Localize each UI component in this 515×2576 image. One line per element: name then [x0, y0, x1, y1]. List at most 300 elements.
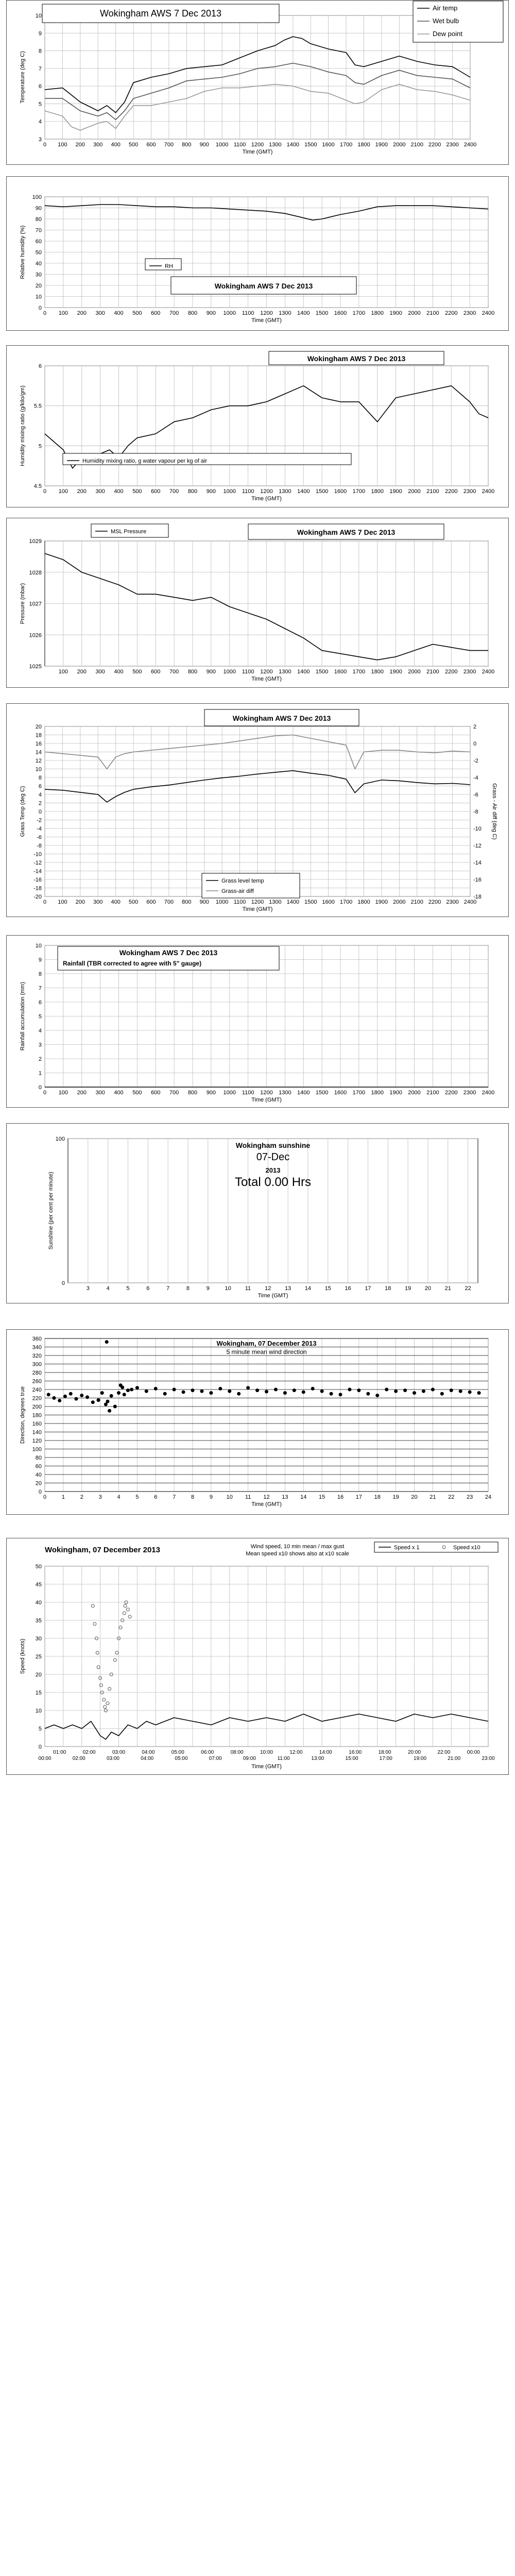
y-axis-label: Rainfall accumulation (mm): [20, 981, 26, 1051]
y-tick-label: 220: [32, 1395, 42, 1402]
x-tick-label: 100: [58, 899, 67, 905]
x-tick-label-top: 08:00: [230, 1750, 244, 1755]
x-tick-label: 1500: [315, 488, 329, 495]
y-tick-label: 35: [35, 1618, 42, 1624]
x-tick-label: 1300: [279, 310, 291, 316]
x-tick-label: 1700: [352, 488, 366, 495]
x-tick-label: 10: [226, 1494, 233, 1500]
x-tick-label: 800: [182, 142, 192, 148]
x-tick-label: 12: [265, 1285, 271, 1292]
data-point: [163, 1392, 167, 1396]
chart-subtitle: Wind speed, 10 min mean / max gust: [250, 1544, 345, 1550]
rainfall-chart: [6, 935, 509, 1108]
x-tick-label: 23: [467, 1494, 473, 1500]
x-tick-label: 700: [164, 899, 174, 905]
x-tick-label: 500: [132, 310, 142, 316]
x-tick-label: 400: [111, 142, 121, 148]
data-point: [431, 1388, 435, 1392]
y2-tick-label: -2: [473, 758, 478, 764]
x-tick-label: 2: [80, 1494, 83, 1500]
y-tick-label: 5: [38, 1726, 42, 1732]
y-axis-label: Grass Temp (deg C): [20, 786, 26, 837]
data-point: [246, 1386, 250, 1389]
legend-label: Humidity mixing ratio, g water vapour per kg of air: [82, 458, 208, 464]
x-tick-label: 9: [209, 1494, 213, 1500]
y-tick-label: 20: [35, 283, 42, 289]
y-tick-label: 18: [35, 732, 42, 739]
wind-speed-chart: [6, 1538, 509, 1775]
x-tick-label: 2100: [426, 488, 439, 495]
y-tick-label: -20: [33, 894, 42, 900]
data-point: [459, 1389, 462, 1393]
chart-subtitle: 5 minute mean wind direction: [226, 1348, 307, 1355]
y-tick-label: 160: [32, 1421, 42, 1427]
y-tick-label: 5.5: [33, 403, 42, 410]
grass-temp-chart: [6, 703, 509, 917]
x-tick-label: 1300: [279, 488, 291, 495]
x-tick-label-top: 22:00: [437, 1750, 451, 1755]
x-tick-label: 16: [337, 1494, 344, 1500]
x-tick-label: 2200: [445, 310, 458, 316]
x-tick-label: 1600: [334, 310, 347, 316]
data-point: [85, 1395, 89, 1399]
y2-axis-label: Grass - Air diff (deg C): [491, 783, 497, 840]
x-tick-label: 300: [95, 488, 105, 495]
x-tick-label: 21: [430, 1494, 436, 1500]
y-tick-label: 8: [38, 971, 42, 977]
x-tick-label: 0: [43, 488, 47, 495]
data-point: [228, 1389, 231, 1393]
x-tick-label: 1800: [371, 1090, 384, 1096]
x-tick-label: 5: [126, 1285, 130, 1292]
x-tick-label: 400: [114, 1090, 124, 1096]
x-tick-label: 1200: [251, 899, 264, 905]
y-tick-label: -14: [33, 868, 42, 875]
x-tick-label: 1400: [286, 899, 300, 905]
x-tick-label: 1700: [352, 1090, 366, 1096]
rainfall-chart-panel: [6, 935, 509, 1108]
x-tick-label: 0: [43, 899, 47, 905]
data-point: [265, 1390, 268, 1394]
data-point: [375, 1394, 379, 1397]
x-tick-label: 4: [106, 1285, 110, 1292]
y-tick-label: 100: [32, 194, 42, 200]
x-tick-label: 11: [245, 1285, 251, 1292]
x-tick-label-top: 18:00: [378, 1750, 391, 1755]
y-tick-label: 1029: [29, 538, 42, 545]
y-axis-label: Sunshine (per cent per minute): [48, 1172, 54, 1250]
x-tick-label: 2200: [428, 142, 441, 148]
y-tick-label: 20: [35, 1480, 42, 1487]
data-point: [63, 1395, 67, 1398]
data-point: [47, 1393, 50, 1396]
data-point: [274, 1388, 278, 1392]
mixing-ratio-chart: [6, 345, 509, 507]
x-tick-label: 500: [132, 669, 142, 675]
x-tick-label: 2400: [482, 1090, 495, 1096]
x-tick-label: 1300: [269, 142, 282, 148]
legend-label: Dew point: [433, 30, 462, 38]
chart-title: Wokingham AWS 7 Dec 2013: [307, 354, 406, 363]
y-tick-label: 320: [32, 1353, 42, 1359]
x-tick-label: 300: [93, 899, 103, 905]
y-tick-label: 20: [35, 724, 42, 730]
x-tick-label: 1400: [297, 488, 310, 495]
y-tick-label: -16: [33, 877, 42, 883]
y-tick-label: 6: [38, 783, 42, 790]
y-axis-label: Humidity mixing ratio (g/kilo/gm): [20, 385, 26, 466]
x-tick-label: 600: [151, 669, 161, 675]
x-tick-label: 15: [319, 1494, 325, 1500]
chart-total: Total 0.00 Hrs: [234, 1175, 312, 1189]
x-tick-label: 1500: [304, 899, 317, 905]
y-tick-label: 80: [35, 1455, 42, 1461]
humidity-chart-panel: [6, 176, 509, 331]
y-tick-label: 5: [38, 443, 42, 450]
y2-tick-label: 2: [473, 724, 477, 730]
data-point: [311, 1387, 315, 1391]
data-point: [477, 1391, 481, 1395]
x-tick-label: 13: [282, 1494, 288, 1500]
y-tick-label: 4: [38, 792, 42, 798]
y-tick-label: 20: [35, 1672, 42, 1678]
data-point: [126, 1388, 130, 1392]
x-tick-label-bottom: 05:00: [175, 1756, 188, 1761]
data-point: [403, 1388, 407, 1392]
x-tick-label: 1300: [279, 1090, 291, 1096]
data-point: [80, 1394, 83, 1397]
x-tick-label: 600: [151, 1090, 161, 1096]
chart-title: Wokingham, 07 December 2013: [216, 1340, 317, 1347]
y-tick-label: 9: [38, 30, 42, 37]
legend-label: Grass-air diff: [221, 888, 254, 894]
data-point: [413, 1391, 416, 1395]
x-tick-label: 1000: [223, 310, 236, 316]
x-tick-label-bottom: 15:00: [345, 1756, 358, 1761]
y-tick-label: 45: [35, 1582, 42, 1588]
x-tick-label: 1000: [223, 1090, 236, 1096]
x-axis-label: Time (GMT): [258, 1293, 288, 1299]
x-tick-label: 1700: [352, 310, 366, 316]
x-tick-label: 700: [169, 310, 179, 316]
data-point: [330, 1392, 333, 1396]
x-tick-label: 1200: [260, 488, 273, 495]
x-tick-label: 4: [117, 1494, 121, 1500]
y-tick-label: 340: [32, 1344, 42, 1351]
x-tick-label-bottom: 11:00: [277, 1756, 290, 1761]
data-point: [302, 1390, 305, 1394]
y-tick-label: 0: [38, 305, 42, 311]
x-tick-label: 17: [355, 1494, 362, 1500]
data-point: [283, 1391, 287, 1395]
x-tick-label: 1800: [371, 310, 384, 316]
data-point: [106, 1400, 109, 1403]
x-tick-label: 2400: [482, 669, 495, 675]
data-point: [119, 1383, 123, 1387]
x-tick-label: 1100: [233, 142, 246, 148]
x-tick-label: 22: [465, 1285, 471, 1292]
y-tick-label: 30: [35, 1636, 42, 1642]
x-tick-label: 24: [485, 1494, 492, 1500]
x-tick-label-bottom: 17:00: [379, 1756, 392, 1761]
y2-tick-label: -12: [473, 843, 482, 849]
x-tick-label: 2100: [410, 899, 423, 905]
y-tick-label: 80: [35, 216, 42, 223]
data-point: [182, 1390, 185, 1394]
x-tick-label: 1500: [315, 1090, 329, 1096]
x-tick-label: 1000: [215, 899, 229, 905]
x-tick-label: 700: [169, 669, 179, 675]
pressure-chart: [6, 518, 509, 688]
x-tick-label: 14: [300, 1494, 307, 1500]
data-point: [237, 1392, 241, 1396]
x-tick-label: 600: [151, 488, 161, 495]
x-tick-label: 700: [169, 1090, 179, 1096]
x-tick-label: 1900: [375, 142, 388, 148]
x-tick-label: 200: [77, 669, 87, 675]
x-tick-label: 1000: [223, 669, 236, 675]
x-tick-label: 19: [404, 1285, 411, 1292]
y-tick-label: 0: [38, 809, 42, 815]
x-axis-label: Time (GMT): [251, 1501, 282, 1507]
x-tick-label: 1100: [242, 1090, 254, 1096]
y-tick-label: 4: [38, 1028, 42, 1034]
legend-label: Grass level temp: [221, 878, 264, 884]
x-tick-label-top: 16:00: [349, 1750, 362, 1755]
x-tick-label: 3: [86, 1285, 90, 1292]
y2-tick-label: -6: [473, 792, 478, 798]
y-tick-label: -4: [37, 826, 42, 832]
temperature-chart-panel: [6, 0, 509, 165]
x-tick-label: 1800: [371, 669, 384, 675]
x-tick-label: 200: [75, 142, 85, 148]
y-tick-label: 90: [35, 205, 42, 212]
y2-tick-label: 0: [473, 741, 477, 747]
data-point: [52, 1396, 56, 1400]
x-tick-label: 400: [114, 310, 124, 316]
y-tick-label: 10: [35, 1708, 42, 1714]
x-tick-label: 3: [98, 1494, 102, 1500]
x-tick-label: 800: [187, 310, 198, 316]
x-tick-label: 1100: [242, 310, 254, 316]
x-tick-label: 1500: [304, 142, 317, 148]
y-tick-label: 2: [38, 1056, 42, 1062]
x-tick-label: 300: [95, 669, 105, 675]
x-axis-label: Time (GMT): [251, 317, 282, 324]
data-point: [117, 1391, 121, 1395]
y-tick-label: 14: [35, 749, 42, 756]
x-tick-label: 6: [154, 1494, 158, 1500]
x-tick-label: 800: [182, 899, 192, 905]
data-point: [394, 1389, 398, 1393]
x-axis-label: Time (GMT): [242, 906, 273, 912]
x-tick-label: 2200: [445, 1090, 458, 1096]
x-tick-label: 1800: [357, 899, 370, 905]
y-tick-label: 4.5: [33, 483, 42, 489]
x-tick-label: 2100: [410, 142, 423, 148]
x-tick-label: 1200: [260, 310, 273, 316]
x-tick-label: 2200: [428, 899, 441, 905]
y-tick-label: 200: [32, 1404, 42, 1410]
x-tick-label: 7: [166, 1285, 170, 1292]
y-tick-label: 30: [35, 272, 42, 278]
y-tick-label: 1026: [29, 632, 42, 639]
data-point: [74, 1397, 78, 1401]
data-point: [105, 1340, 109, 1344]
x-tick-label-top: 20:00: [407, 1750, 421, 1755]
x-tick-label: 1100: [233, 899, 246, 905]
x-tick-label: 400: [111, 899, 121, 905]
chart-title: Wokingham AWS 7 Dec 2013: [214, 282, 313, 290]
x-tick-label: 400: [114, 488, 124, 495]
x-tick-label: 400: [114, 669, 124, 675]
x-tick-label: 2200: [445, 488, 458, 495]
x-tick-label: 1200: [251, 142, 264, 148]
x-tick-label: 500: [128, 142, 139, 148]
x-tick-label: 1400: [297, 669, 310, 675]
data-point: [130, 1388, 133, 1392]
x-tick-label: 1700: [339, 142, 353, 148]
x-tick-label: 2300: [463, 310, 476, 316]
data-point: [135, 1386, 139, 1389]
x-tick-label: 2400: [482, 310, 495, 316]
data-point: [440, 1392, 444, 1396]
x-tick-label: 2000: [393, 142, 406, 148]
x-tick-label: 8: [191, 1494, 195, 1500]
y-axis-label: Temperature (deg C): [20, 51, 26, 104]
data-point: [357, 1388, 360, 1392]
y-tick-label: -10: [33, 851, 42, 858]
y-tick-label: 1: [38, 1070, 42, 1077]
y-tick-label: 180: [32, 1412, 42, 1419]
x-tick-label: 12: [263, 1494, 270, 1500]
y2-tick-label: -4: [473, 775, 478, 781]
y-tick-label: 0: [61, 1280, 65, 1286]
legend: [145, 259, 181, 270]
x-tick-label: 10: [225, 1285, 231, 1292]
x-tick-label: 100: [58, 1090, 68, 1096]
x-tick-label: 20: [411, 1494, 418, 1500]
y-tick-label: 3: [38, 1042, 42, 1048]
x-tick-label: 15: [324, 1285, 331, 1292]
data-point: [108, 1409, 111, 1413]
x-tick-label: 800: [187, 1090, 198, 1096]
y-tick-label: 5: [38, 1013, 42, 1020]
legend-label: Speed x 1: [394, 1545, 420, 1551]
x-tick-label: 500: [132, 1090, 142, 1096]
legend-box: [145, 259, 181, 270]
y-tick-label: 1025: [29, 664, 42, 670]
x-tick-label-top: 12:00: [289, 1750, 303, 1755]
data-point: [450, 1388, 453, 1392]
y-tick-label: 0: [38, 1489, 42, 1495]
x-tick-label: 900: [206, 1090, 216, 1096]
y-tick-label: 50: [35, 249, 42, 256]
x-axis-label: Time (GMT): [251, 676, 282, 682]
y-gridlines: [45, 726, 470, 896]
x-tick-label: 1900: [389, 669, 402, 675]
x-tick-label: 1600: [334, 1090, 347, 1096]
x-tick-label: 2000: [408, 1090, 421, 1096]
x-tick-label: 1600: [322, 899, 335, 905]
y-tick-label: 40: [35, 1600, 42, 1606]
y-tick-label: 60: [35, 1463, 42, 1470]
x-tick-label-top: 02:00: [82, 1750, 96, 1755]
x-tick-label-bottom: 19:00: [414, 1756, 427, 1761]
data-point: [255, 1388, 259, 1392]
x-tick-label: 13: [284, 1285, 291, 1292]
y2-tick-label: -14: [473, 860, 482, 866]
x-axis-label: Time (GMT): [251, 496, 282, 502]
chart-title: Wokingham sunshine: [235, 1141, 311, 1149]
x-tick-label: 0: [43, 1494, 47, 1500]
x-tick-label: 0: [43, 142, 47, 148]
y-tick-label: 6: [38, 83, 42, 90]
x-tick-label: 700: [169, 488, 179, 495]
y-tick-label: 8: [38, 48, 42, 55]
x-tick-label: 600: [146, 142, 156, 148]
y-tick-label: 70: [35, 227, 42, 234]
x-tick-label: 2400: [482, 488, 495, 495]
y-tick-label: 0: [38, 1744, 42, 1750]
x-tick-label: 1900: [375, 899, 388, 905]
y-tick-label: 6: [38, 363, 42, 369]
x-tick-label: 1000: [223, 488, 236, 495]
data-point: [110, 1394, 113, 1398]
x-tick-label-bottom: 13:00: [311, 1756, 324, 1761]
x-tick-label: 500: [132, 488, 142, 495]
x-tick-label: 17: [365, 1285, 371, 1292]
x-tick-label: 19: [392, 1494, 399, 1500]
y-tick-label: 10: [35, 766, 42, 773]
x-tick-label: 8: [186, 1285, 190, 1292]
y-tick-label: -8: [37, 843, 42, 849]
x-tick-label: 500: [128, 899, 139, 905]
y-axis-label: Direction, degrees true: [20, 1386, 26, 1444]
y2-tick-label: -16: [473, 877, 482, 883]
x-tick-label: 1100: [242, 669, 254, 675]
x-tick-label: 2300: [463, 669, 476, 675]
x-tick-label-bottom: 00:00: [38, 1756, 52, 1761]
sunshine-chart-panel: [6, 1123, 509, 1303]
x-tick-label: 2400: [464, 142, 477, 148]
data-point: [366, 1392, 370, 1396]
data-point: [104, 1402, 108, 1406]
legend: [202, 873, 300, 898]
x-tick-label: 200: [77, 488, 87, 495]
x-tick-label-top: 01:00: [53, 1750, 66, 1755]
x-tick-label: 200: [77, 1090, 87, 1096]
x-tick-label: 2100: [426, 310, 439, 316]
x-tick-label: 2300: [463, 1090, 476, 1096]
x-tick-label-bottom: 21:00: [448, 1756, 461, 1761]
x-tick-label: 300: [95, 310, 105, 316]
x-tick-label: 9: [206, 1285, 210, 1292]
y-tick-label: 12: [35, 758, 42, 764]
x-tick-label: 2000: [408, 488, 421, 495]
x-tick-label: 1600: [334, 488, 347, 495]
wind-speed-chart-panel: [6, 1538, 509, 1775]
legend-label: Wet bulb: [433, 17, 459, 25]
x-tick-label: 600: [146, 899, 156, 905]
x-tick-label: 1600: [322, 142, 335, 148]
x-tick-label: 16: [345, 1285, 351, 1292]
y2-tick-label: -10: [473, 826, 482, 832]
data-point: [385, 1388, 388, 1392]
x-tick-label: 1800: [357, 142, 370, 148]
data-point: [145, 1389, 148, 1393]
x-tick-label: 900: [206, 488, 216, 495]
